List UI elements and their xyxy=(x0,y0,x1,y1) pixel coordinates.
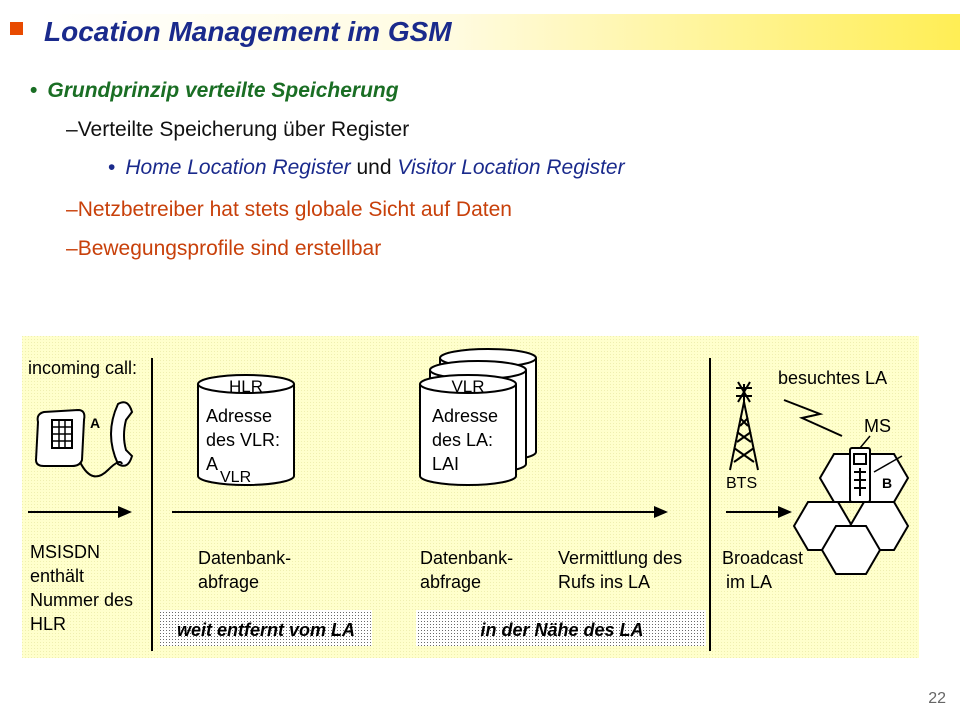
dash: – xyxy=(66,198,78,221)
col2-line1: Datenbank- xyxy=(198,548,292,568)
und-text: und xyxy=(350,156,398,179)
bullet-verteilte-speicherung xyxy=(66,117,409,143)
mobile-label: B xyxy=(882,475,893,491)
vlr-line2: des LA: xyxy=(432,430,494,450)
bts-label: BTS xyxy=(726,475,758,492)
col4-line1: Vermittlung des xyxy=(558,548,683,568)
col1-line1: MSISDN xyxy=(30,542,101,562)
hlr-line3-sub: VLR xyxy=(220,469,252,486)
near-zone-label: in der Nähe des LA xyxy=(480,620,644,640)
bullet-text: Netzbetreiber hat stets globale Sicht auf Daten xyxy=(77,198,512,221)
page-number: 22 xyxy=(928,690,946,707)
bullet-grundprinzip xyxy=(30,78,399,104)
hlr-line3-a: A xyxy=(206,454,219,474)
col3-line1: Datenbank- xyxy=(420,548,514,568)
caller-label: A xyxy=(90,415,101,431)
dash: – xyxy=(66,118,78,141)
bullet-text: Verteilte Speicherung über Register xyxy=(77,118,410,141)
hlr-term: Home Location Register xyxy=(125,156,351,179)
bullet-text: Bewegungsprofile sind erstellbar xyxy=(77,237,382,260)
bullet-netzbetreiber xyxy=(66,197,512,223)
vlr-line3: LAI xyxy=(432,454,460,474)
col1-line4: HLR xyxy=(30,614,67,634)
slide-title: Location Management im GSM xyxy=(44,16,452,47)
hlr-line1: Adresse xyxy=(206,406,273,426)
col2-line2: abfrage xyxy=(198,572,260,592)
ms-label: MS xyxy=(864,416,891,436)
col4-line2: Rufs ins LA xyxy=(558,572,651,592)
bullet-bewegungsprofile xyxy=(66,236,381,262)
location-management-diagram xyxy=(22,336,919,658)
besuchtes-la-label: besuchtes LA xyxy=(778,368,888,388)
col1-line3: Nummer des xyxy=(30,590,134,610)
col3-line2: abfrage xyxy=(420,572,482,592)
far-zone-label: weit entfernt vom LA xyxy=(176,620,356,640)
hlr-title: HLR xyxy=(228,377,264,396)
title-bullet-square xyxy=(10,22,23,35)
col5-line1: Broadcast xyxy=(722,548,804,568)
incoming-call-label: incoming call: xyxy=(28,358,138,378)
col1-line2: enthält xyxy=(30,566,85,586)
bullet-dot: • xyxy=(30,79,38,102)
dot: • xyxy=(108,156,116,179)
bullet-registers xyxy=(108,155,625,181)
hlr-line2: des VLR: xyxy=(206,430,281,450)
dash: – xyxy=(66,237,78,260)
vlr-term: Visitor Location Register xyxy=(397,156,625,179)
bullet-grundprinzip-text: Grundprinzip verteilte Speicherung xyxy=(47,79,399,102)
col5-line2: im LA xyxy=(726,572,773,592)
vlr-line1: Adresse xyxy=(432,406,499,426)
vlr-title: VLR xyxy=(451,377,485,396)
mobile-phone-icon xyxy=(850,448,870,502)
